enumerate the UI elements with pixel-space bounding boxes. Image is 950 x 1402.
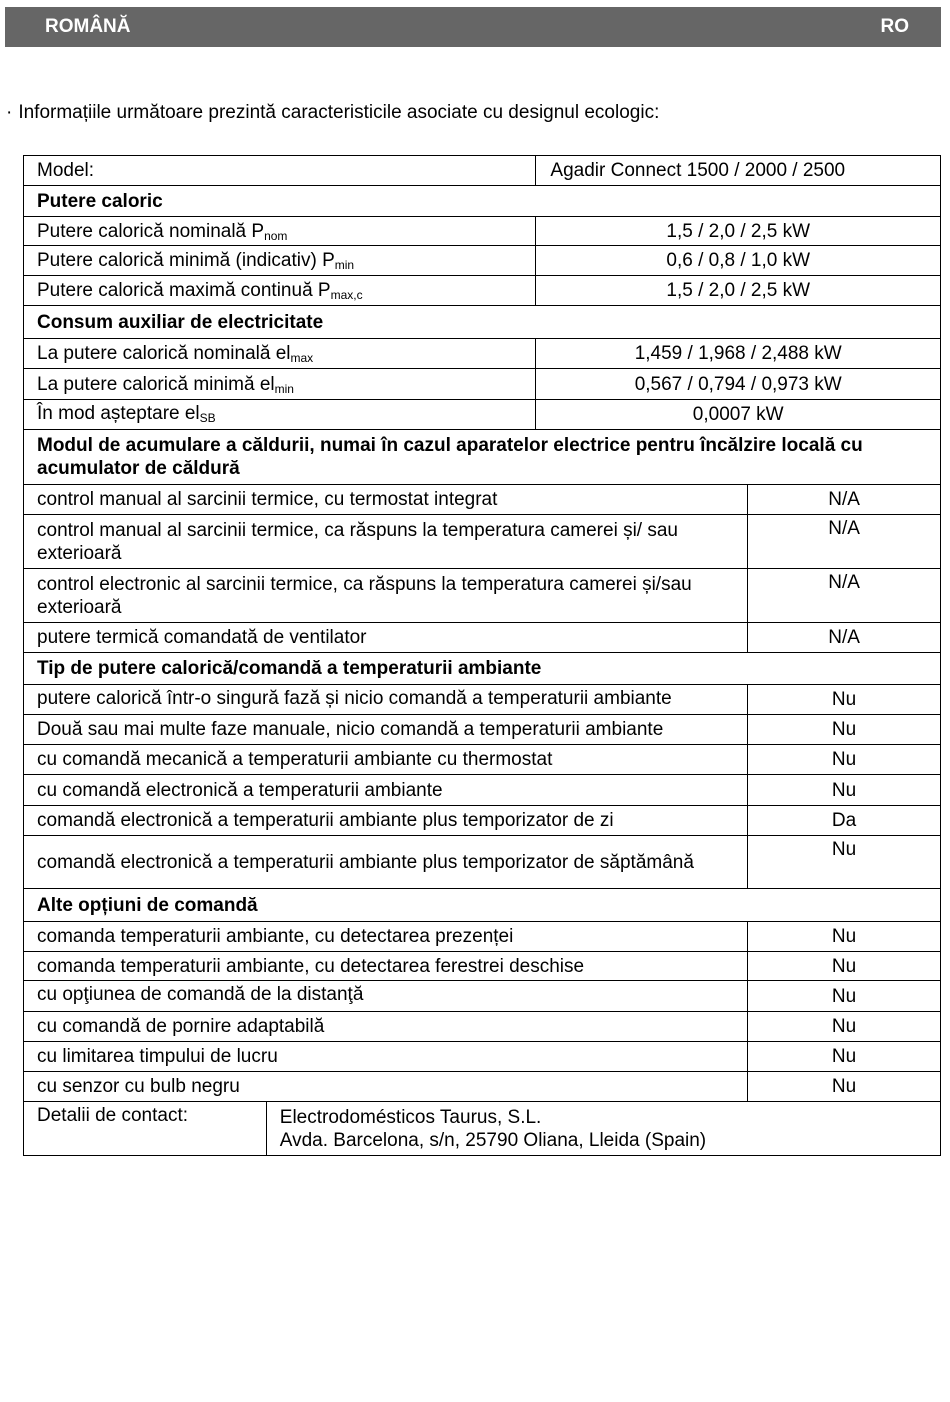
table-row: [24, 515, 941, 569]
table-row: [24, 952, 941, 981]
row-value: Nu: [748, 1072, 941, 1102]
row-label: cu comandă electronică a temperaturii ambiante: [24, 775, 748, 806]
bullet-icon: ·: [6, 102, 13, 123]
row-label: control manual al sarcinii termice, cu termostat integrat: [24, 485, 748, 515]
table-row: [24, 246, 941, 276]
row-label: Putere calorică nominală $P_{nom}$: [24, 217, 536, 246]
table-row: [24, 485, 941, 515]
row-value: 1,5 / 2,0 / 2,5 kW: [536, 217, 941, 246]
row-value: 0,567 / 0,794 / 0,973 kW: [536, 369, 941, 400]
table-row: [24, 745, 941, 775]
row-label: cu senzor cu bulb negru: [24, 1072, 748, 1102]
row-label: comandă electronică a temperaturii ambiante plus temporizator de zi: [24, 806, 748, 836]
contact-label: Detalii de contact:: [24, 1102, 267, 1156]
row-label: Putere calorică maximă continuă $P_{max,c}$: [24, 276, 536, 306]
table-row: [24, 685, 941, 715]
table-row: [24, 715, 941, 745]
row-label: comandă electronică a temperaturii ambiante plus temporizator de săptămână: [24, 836, 748, 889]
language-title: ROMÂNĂ: [45, 16, 131, 37]
row-value: Da: [748, 806, 941, 836]
contact-company: Electrodomésticos Taurus, S.L.: [279, 1106, 542, 1128]
row-value: N/A: [748, 515, 941, 569]
section-title-heat-output: Putere caloric: [24, 186, 536, 217]
row-value: Nu: [748, 952, 941, 981]
table-row: [24, 623, 941, 653]
row-label: cu limitarea timpului de lucru: [24, 1042, 748, 1072]
table-row: [24, 156, 941, 186]
model-value: Agadir Connect 1500 / 2000 / 2500: [536, 156, 941, 186]
table-row: [24, 217, 941, 246]
row-value: Nu: [748, 836, 941, 889]
contact-row: [24, 1102, 941, 1156]
intro-text: Informațiile următoare prezintă caracteristicile asociate cu designul ecologic:: [18, 102, 660, 123]
section-heading-row: [24, 653, 941, 685]
row-value: Nu: [748, 745, 941, 775]
table-row: [24, 1012, 941, 1042]
row-value: 1,459 / 1,968 / 2,488 kW: [536, 339, 941, 369]
row-value: Nu: [748, 981, 941, 1012]
ecodesign-table: [23, 155, 941, 1156]
row-label: În mod așteptare $el_{SB}$: [24, 400, 536, 430]
section-title-control-type: Tip de putere calorică/comandă a temperaturii ambiante: [24, 653, 941, 685]
row-label: cu comandă de pornire adaptabilă: [24, 1012, 748, 1042]
row-label: control manual al sarcinii termice, ca răspuns la temperatura camerei și/ sau exterioară: [24, 515, 748, 569]
table-row: [24, 369, 941, 400]
table-row: [24, 339, 941, 369]
table-row: [24, 836, 941, 889]
section-title-other-options: Alte opțiuni de comandă: [24, 889, 941, 922]
language-code: RO: [880, 16, 909, 37]
row-value: Nu: [748, 775, 941, 806]
table-row: [24, 981, 941, 1012]
row-label: La putere calorică nominală $el_{max}$: [24, 339, 536, 369]
contact-value: [266, 1102, 940, 1156]
section-title-storage: Modul de acumulare a căldurii, numai în cazul aparatelor electrice pentru încălzire locală cu acumulator de căldură: [24, 430, 941, 485]
section-heading-row: [24, 186, 941, 217]
row-label: control electronic al sarcinii termice, ca răspuns la temperatura camerei și/sau exterioară: [24, 569, 748, 623]
row-value: N/A: [748, 485, 941, 515]
row-label: putere termică comandată de ventilator: [24, 623, 748, 653]
row-value: 1,5 / 2,0 / 2,5 kW: [536, 276, 941, 306]
row-value: Nu: [748, 1042, 941, 1072]
row-label: comanda temperaturii ambiante, cu detectarea prezenței: [24, 922, 748, 952]
row-label: putere calorică într-o singură fază și nicio comandă a temperaturii ambiante: [24, 685, 748, 715]
section-heading-row: [24, 306, 941, 339]
table-row: [24, 569, 941, 623]
table-row: [24, 276, 941, 306]
row-value: Nu: [748, 685, 941, 715]
table-row: [24, 1042, 941, 1072]
table-row: [24, 922, 941, 952]
section-heading-row: [24, 889, 941, 922]
intro-paragraph: [6, 102, 659, 124]
row-value: N/A: [748, 623, 941, 653]
row-label: La putere calorică minimă $el_{min}$: [24, 369, 536, 400]
row-label: Putere calorică minimă (indicativ) $P_{min}$: [24, 246, 536, 276]
row-label: cu comandă mecanică a temperaturii ambiante cu thermostat: [24, 745, 748, 775]
row-label: comanda temperaturii ambiante, cu detectarea ferestrei deschise: [24, 952, 748, 981]
table-row: [24, 400, 941, 430]
row-value: Nu: [748, 922, 941, 952]
row-value: 0,0007 kW: [536, 400, 941, 430]
section-heading-row: [24, 430, 941, 485]
row-label: Două sau mai multe faze manuale, nicio comandă a temperaturii ambiante: [24, 715, 748, 745]
row-value: 0,6 / 0,8 / 1,0 kW: [536, 246, 941, 276]
language-header-bar: [5, 7, 941, 47]
row-label: cu opţiunea de comandă de la distanţă: [24, 981, 748, 1012]
contact-address: Avda. Barcelona, s/n, 25790 Oliana, Lleida (Spain): [279, 1129, 707, 1151]
row-value: Nu: [748, 1012, 941, 1042]
table-row: [24, 775, 941, 806]
section-title-aux: Consum auxiliar de electricitate: [24, 306, 941, 339]
model-label: Model:: [24, 156, 536, 186]
table-row: [24, 806, 941, 836]
table-row: [24, 1072, 941, 1102]
row-value: Nu: [748, 715, 941, 745]
row-value: N/A: [748, 569, 941, 623]
